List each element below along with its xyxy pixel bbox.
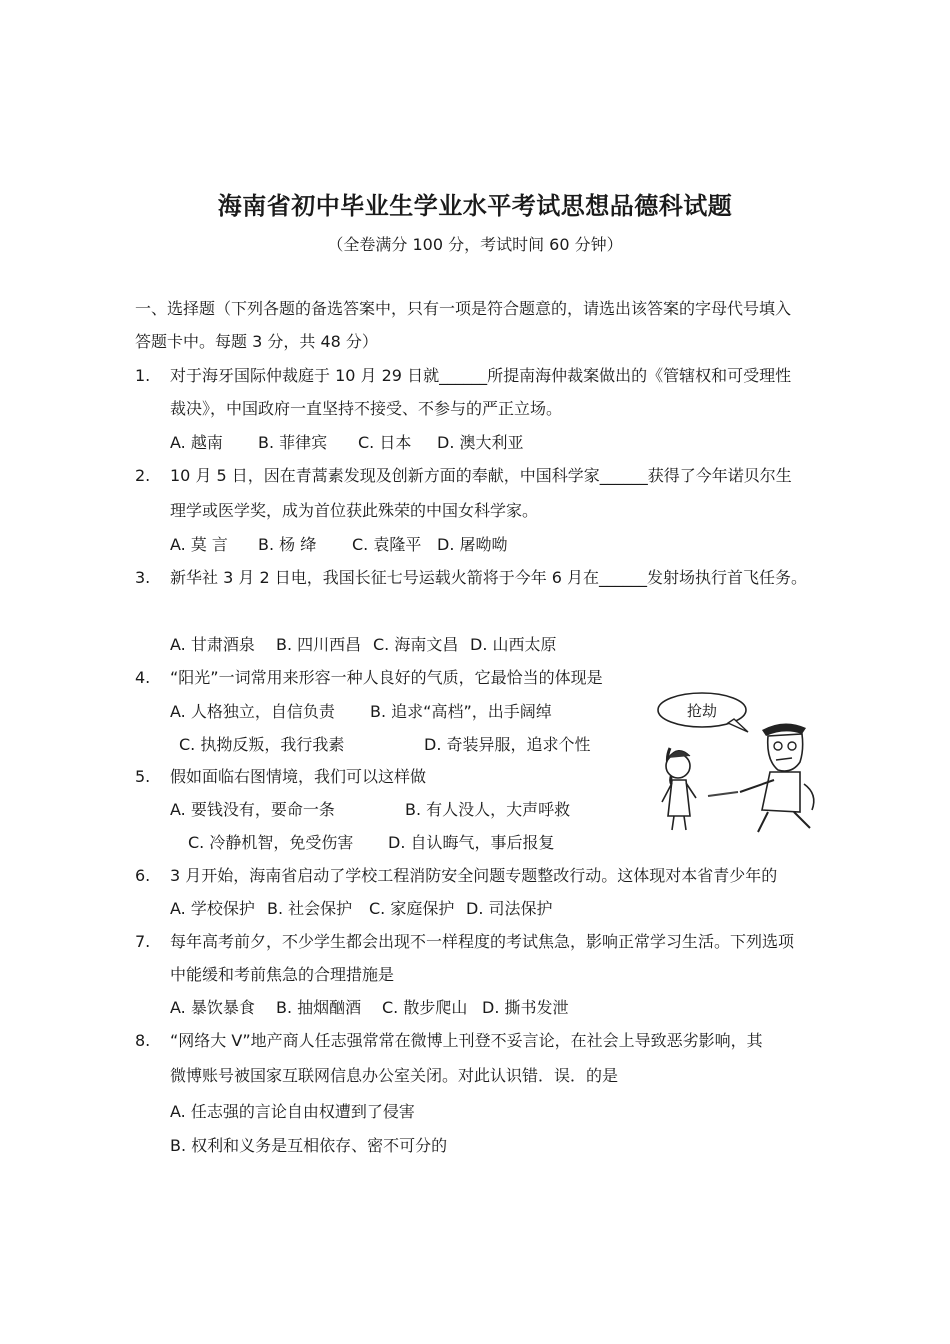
question-text: 理学或医学奖，成为首位获此殊荣的中国女科学家。 bbox=[170, 501, 539, 520]
option: C. 袁隆平 bbox=[352, 535, 422, 554]
robbery-cartoon-icon bbox=[650, 688, 830, 838]
question-number: 5. bbox=[135, 767, 151, 786]
question-number: 2. bbox=[135, 466, 151, 485]
question-number: 4. bbox=[135, 668, 151, 687]
option: C. 海南文昌 bbox=[373, 635, 459, 654]
question-text: 裁决》，中国政府一直坚持不接受、不参与的严正立场。 bbox=[170, 399, 563, 418]
section-instruction-line-1: 一、选择题（下列各题的备选答案中，只有一项是符合题意的，请选出该答案的字母代号填入 bbox=[135, 299, 792, 318]
question-text: 微博账号被国家互联网信息办公室关闭。对此认识错．误．的是 bbox=[170, 1066, 619, 1085]
option: C. 家庭保护 bbox=[369, 899, 455, 918]
option: A. 要钱没有，要命一条 bbox=[170, 800, 335, 819]
question-text: 新华社 3 月 2 日电，我国长征七号运载火箭将于今年 6 月在______发射场执行首飞任务。 bbox=[170, 568, 808, 587]
question-number: 8. bbox=[135, 1031, 151, 1050]
option: A. 学校保护 bbox=[170, 899, 255, 918]
option: D. 屠呦呦 bbox=[437, 535, 508, 554]
option: B. 社会保护 bbox=[267, 899, 353, 918]
option: D. 奇装异服，追求个性 bbox=[424, 735, 591, 754]
option: A. 人格独立，自信负责 bbox=[170, 702, 335, 721]
question-text: 3 月开始，海南省启动了学校工程消防安全问题专题整改行动。这体现对本省青少年的 bbox=[170, 866, 778, 885]
option: A. 甘肃酒泉 bbox=[170, 635, 255, 654]
option: A. 越南 bbox=[170, 433, 223, 452]
question-text: 每年高考前夕，不少学生都会出现不一样程度的考试焦急，影响正常学习生活。下列选项 bbox=[170, 932, 795, 951]
page-title: 海南省初中毕业生学业水平考试思想品德科试题 bbox=[217, 192, 733, 220]
speech-bubble-text: 抢劫 bbox=[686, 702, 718, 720]
section-instruction-line-2: 答题卡中。每题 3 分，共 48 分） bbox=[135, 332, 378, 351]
question-number: 6. bbox=[135, 866, 151, 885]
page-subtitle: （全卷满分 100 分，考试时间 60 分钟） bbox=[327, 235, 623, 254]
option: B. 抽烟酗酒 bbox=[276, 998, 362, 1017]
option: C. 执拗反叛，我行我素 bbox=[179, 735, 345, 754]
question-number: 1. bbox=[135, 366, 151, 385]
option: C. 散步爬山 bbox=[382, 998, 468, 1017]
question-text: 10 月 5 日，因在青蒿素发现及创新方面的奉献，中国科学家______获得了今年诺贝尔生 bbox=[170, 466, 792, 485]
question-text: “阳光”一词常用来形容一种人良好的气质，它最恰当的体现是 bbox=[170, 668, 603, 687]
option: D. 撕书发泄 bbox=[482, 998, 569, 1017]
option: D. 澳大利亚 bbox=[437, 433, 524, 452]
question-number: 3. bbox=[135, 568, 151, 587]
option: C. 冷静机智，免受伤害 bbox=[188, 833, 354, 852]
option: B. 菲律宾 bbox=[258, 433, 328, 452]
question-text: 对于海牙国际仲裁庭于 10 月 29 日就______所提南海仲裁案做出的《管辖权和可受理性 bbox=[170, 366, 792, 385]
option: B. 追求“高档”，出手阔绰 bbox=[370, 702, 552, 721]
option: C. 日本 bbox=[358, 433, 412, 452]
option: A. 莫 言 bbox=[170, 535, 228, 554]
option: A. 暴饮暴食 bbox=[170, 998, 255, 1017]
question-number: 7. bbox=[135, 932, 151, 951]
question-text: 假如面临右图情境，我们可以这样做 bbox=[170, 767, 427, 786]
question-text: 中能缓和考前焦急的合理措施是 bbox=[170, 965, 395, 984]
option: B. 杨 绛 bbox=[258, 535, 317, 554]
question-text: “网络大 V”地产商人任志强常常在微博上刊登不妥言论，在社会上导致恶劣影响，其 bbox=[170, 1031, 763, 1050]
option: D. 山西太原 bbox=[470, 635, 557, 654]
option: D. 自认晦气，事后报复 bbox=[388, 833, 555, 852]
option: D. 司法保护 bbox=[466, 899, 553, 918]
option: A. 任志强的言论自由权遭到了侵害 bbox=[170, 1102, 415, 1121]
option: B. 权利和义务是互相依存、密不可分的 bbox=[170, 1136, 448, 1155]
option: B. 四川西昌 bbox=[276, 635, 362, 654]
option: B. 有人没人，大声呼救 bbox=[405, 800, 571, 819]
